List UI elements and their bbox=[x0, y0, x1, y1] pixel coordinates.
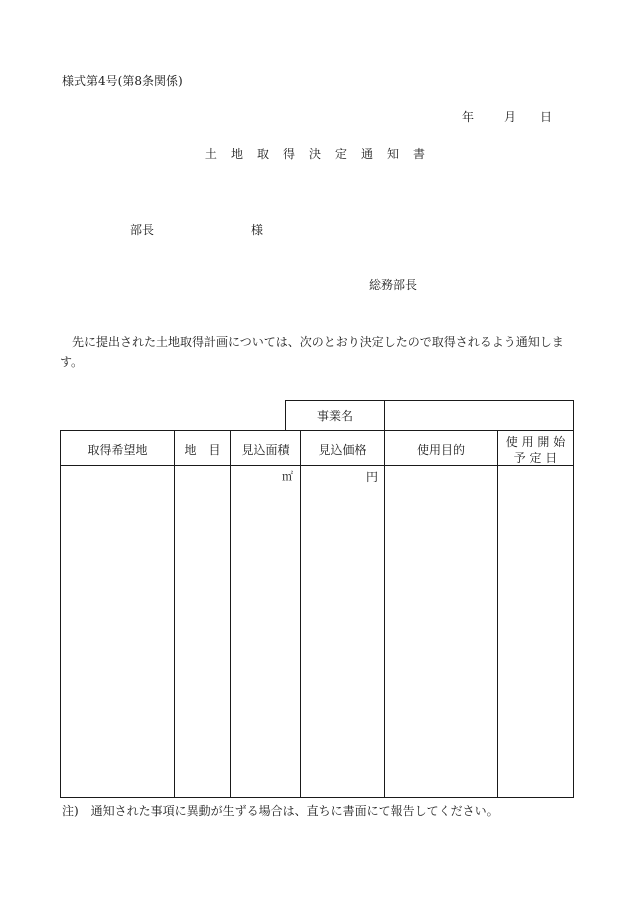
form-number: 様式第4号(第8条関係) bbox=[62, 74, 183, 88]
project-name-label: 事業名 bbox=[316, 409, 353, 423]
title-char: 取 bbox=[256, 147, 269, 161]
title-char: 地 bbox=[230, 147, 243, 161]
title-char: 土 bbox=[204, 147, 217, 161]
header-category: 地 目 bbox=[184, 443, 221, 457]
header-start-line2: 予 定 日 bbox=[513, 451, 558, 465]
document-title bbox=[0, 145, 630, 162]
title-char: 書 bbox=[413, 147, 426, 161]
title-char: 知 bbox=[387, 147, 400, 161]
note: 注) 通知された事項に異動が生ずる場合は、直ちに書面にて報告してください。 bbox=[62, 804, 499, 818]
title-char: 決 bbox=[308, 147, 321, 161]
sender: 総務部長 bbox=[369, 278, 418, 292]
header-price: 見込価格 bbox=[318, 443, 367, 457]
date-month: 月 bbox=[504, 110, 517, 124]
unit-price: 円 bbox=[366, 470, 379, 484]
title-char: 定 bbox=[335, 147, 348, 161]
date-line bbox=[462, 108, 552, 125]
header-land: 取得希望地 bbox=[87, 443, 148, 457]
date-year: 年 bbox=[462, 110, 475, 124]
addressee-honorific: 様 bbox=[251, 223, 264, 237]
title-char: 得 bbox=[282, 147, 295, 161]
header-start-line1: 使 用 開 始 bbox=[505, 435, 566, 449]
header-area: 見込面積 bbox=[241, 443, 290, 457]
body-text: 先に提出された土地取得計画については、次のとおり決定したので取得されるよう通知します。 bbox=[60, 335, 564, 369]
unit-area: ㎡ bbox=[282, 470, 293, 483]
header-purpose: 使用目的 bbox=[416, 443, 465, 457]
title-char: 通 bbox=[361, 147, 374, 161]
date-day: 日 bbox=[540, 110, 553, 124]
addressee-department: 部長 bbox=[130, 223, 155, 237]
